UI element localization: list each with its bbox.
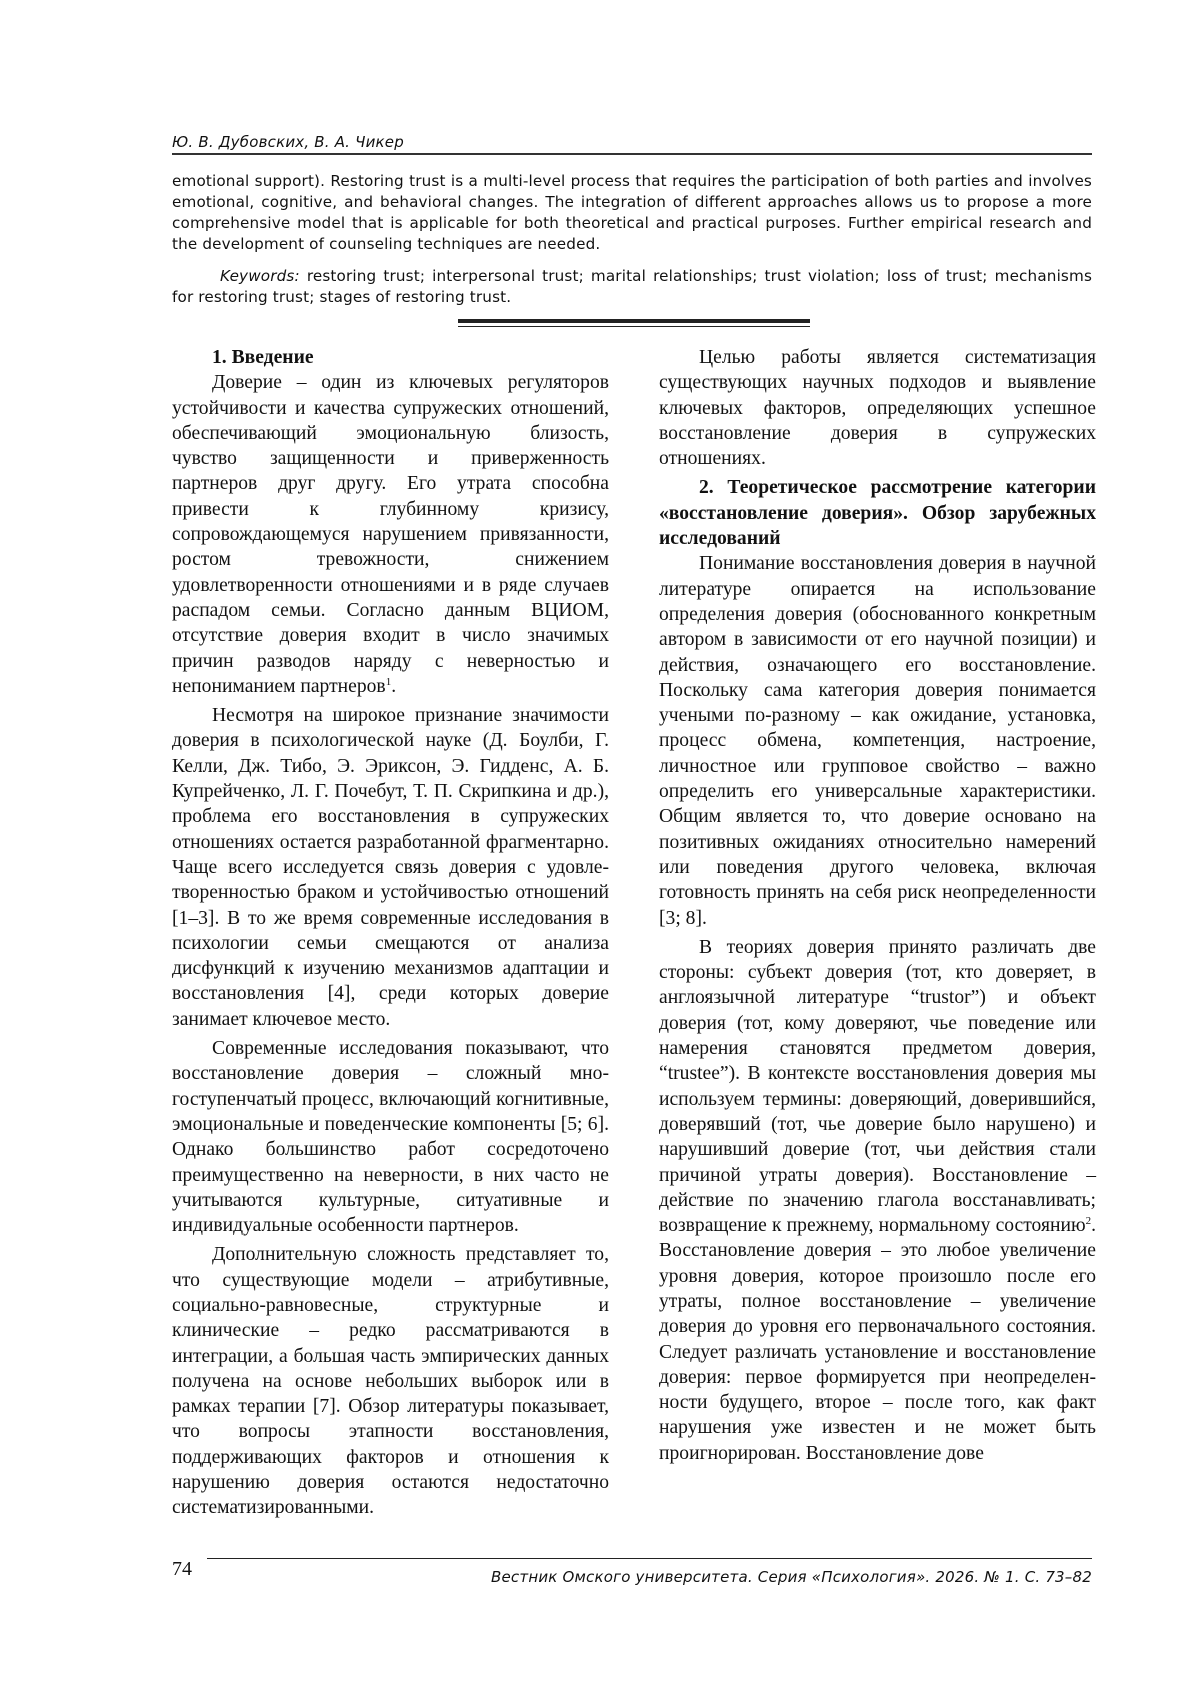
footer-rule <box>207 1558 1092 1559</box>
abstract-text: emotional support). Restoring trust is a multi-level process that requires the participation of both parties and involves emotional, cognitive, and behavioral changes. The integration of different approaches allows us to propose a more comprehensive model that is applicable for both theoretical and practical purposes. Further empirical research and the development of counseling techniques are needed. <box>172 172 1092 253</box>
paragraph <box>659 935 1096 1466</box>
section-heading-theory: 2. Теоретическое рассмотрение категории «восстановление доверия». Обзор зарубежных исследований <box>659 477 1096 550</box>
footnote-marker: 2 <box>1085 1215 1092 1228</box>
right-column <box>659 345 1096 1470</box>
divider-thick-line <box>458 319 810 323</box>
keywords-list: restoring trust; interpersonal trust; marital relationships; trust violation; loss of trust; mechanisms for restoring trust; stages of restoring trust. <box>172 267 1093 306</box>
paragraph: Понимание восстановления доверия в научной литературе опирается на использование определения доверия (обоснованного конкретным автором в зависимости от его научной позиции) и действия, означающего его восстановление. Поскольку сама категория доверия понимается учеными по-разному – как ожидание, установка, процесс обмена, компетенция, настроение, личностное или групповое свойство – важно определить его универсальные характеристики. Общим является то, что доверие основано на позитивных ожиданиях относительно намерений или поведения другого человека, включая готовность принять на себя риск неопределенности [3; 8]. <box>659 553 1096 929</box>
left-column <box>172 345 609 1525</box>
keywords-label: Keywords: <box>220 267 300 285</box>
paragraph <box>172 370 609 699</box>
paragraph: Дополнительную сложность представляет то, что существующие модели – атрибутивные, социально-равновесные, структурные и клинические – редко рассматриваются в интеграции, а большая часть эмпирических данных получена на основе небольших выборок или в рамках терапии [7]. Обзор литературы показывает, что вопросы этапности восстановления, поддерживающих факторов и отношения к нарушению доверия остаются недостаточно систематизированными. <box>172 1244 609 1519</box>
paragraph: Современные исследования показывают, что восстановление доверия – сложный многоступенчатый процесс, включающий когнитивные, эмоциональные и поведенческие компоненты [5; 6]. Однако большинство работ сосредоточено преимущественно на неверности, в них часто не учитываются культурные, ситуативные и индивидуальные особенности партнеров. <box>172 1038 609 1237</box>
paragraph: Целью работы является систематизация существующих научных подходов и выявление ключевых факторов, определяющих успешное восстановление доверия в супружеских отношениях. <box>659 347 1096 470</box>
paragraph: Несмотря на широкое признание значимости доверия в психологической науке (Д. Боулби, Г. Келли, Дж. Тибо, Э. Эриксон, Э. Гидденс, А. Б. Купрейченко, Л. Г. Почебут, Т. П. Скрипкина и др.), проблема его восстановления в супружеских отношениях остается разработанной фрагментарно. Чаще всего исследуется связь доверия с удовлетворенностью браком и устойчивостью отношений [1–3]. В то же время современные исследования в психологии семьи смещаются от анализа дисфункций к изучению механизмов адаптации и восстановления [4], среди которых доверие занимает ключевое место. <box>172 705 609 1030</box>
paragraph-text: В теориях доверия принято различать две стороны: субъект доверия (тот, кто доверяет, в англоязычной литературе “trustor”) и объект доверия (тот, кому доверяют, чье поведение или намерения становятся предметом доверия, “trustee”). В контексте восстановления доверия мы используем термины: доверяющий, доверившийся, доверявший (тот, чье доверие было нарушено) и нарушивший доверие (тот, чьи действия стали причиной утраты доверия). Восстановление – действие по значению глагола восстанавливать; возвращение к прежнему, нормальному состоянию <box>659 936 1096 1237</box>
keywords-block <box>172 266 1092 308</box>
paragraph-end: . <box>391 675 397 697</box>
paragraph-text-continued: . Восстановление доверия – это любое увеличение уровня доверия, которое произошло после его утраты, полное восстановление – увеличение доверия до уровня его первоначального состояния. Следует различать установление и восстановление доверия: первое формируется при неопределенности будущего, второе – после того, как факт нарушения уже известен и не может быть проигнорирован. Восстановление дове <box>659 1215 1096 1464</box>
page-number: 74 <box>172 1558 192 1580</box>
journal-citation: Вестник Омского университета. Серия «Психология». 2026. № 1. С. 73–82 <box>491 1568 1092 1586</box>
section-divider <box>458 319 810 327</box>
footnote-marker: 1 <box>385 675 392 688</box>
section-heading-introduction: 1. Введение <box>212 347 314 368</box>
divider-thin-line <box>458 326 810 327</box>
paragraph-text: Доверие – один из ключевых регуляторов устойчивости и качества супружеских отношений, обеспечивающий эмоциональную близость, чувство защищенности и приверженность партнеров друг другу. Его утрата способна привести к глубинному кризису, сопровождающемуся нарушением привязанности, ростом тревожности, снижением удовлетворенности отношениями и в ряде случаев распадом семьи. Согласно данным ВЦИОМ, отсутствие доверия входит в число значимых причин разводов наряду с неверностью и непониманием партнеров <box>172 372 609 697</box>
running-head-authors: Ю. В. Дубовских, В. А. Чикер <box>172 133 404 151</box>
header-rule <box>172 153 1092 155</box>
